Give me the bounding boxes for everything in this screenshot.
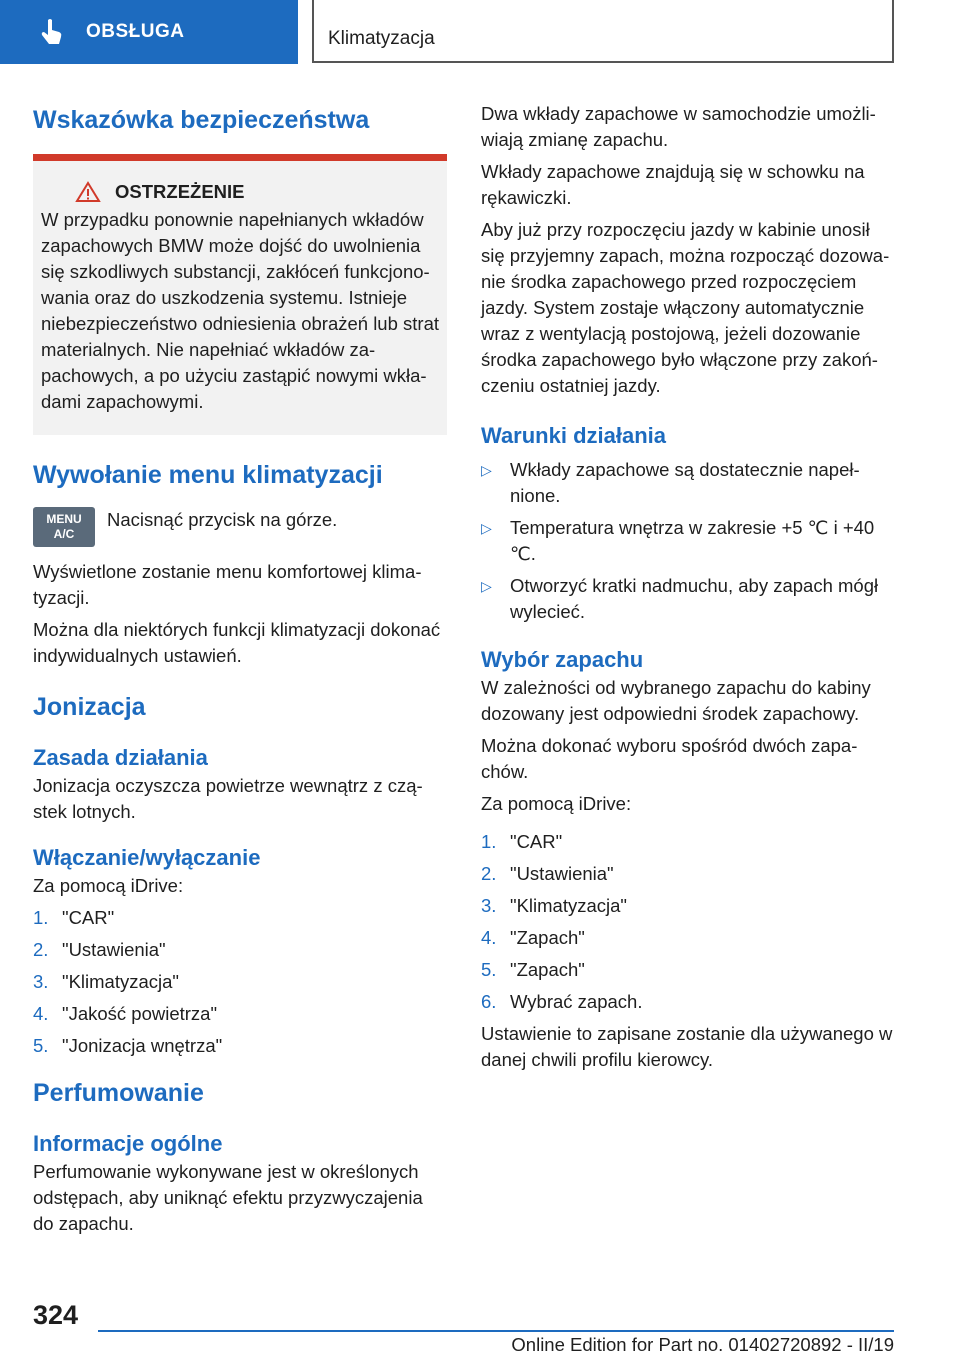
list-item: 6. Wybrać zapach. — [481, 991, 643, 1012]
perfume-general-heading: Informacje ogólne — [33, 1131, 223, 1156]
right-paragraph-3: Aby już przy rozpoczęciu jazdy w kabinie unosił się przyjemny zapach, można rozpocząć dozowanie środka zapachowego przed rozpoczęciem jazdy. System zostaje włączony automatycznie wraz z wentylacją postojową, jeżeli dozowanie środka zapachowego było włączone przy zakończeniu ostatniej jazdy. — [481, 219, 890, 396]
ion-idrive-text: Za pomocą iDrive: — [33, 875, 184, 896]
safety-heading: Wskazówka bezpieczeństwa — [33, 106, 370, 134]
warning-title-text: OSTRZEŻENIE — [115, 181, 245, 202]
ion-principle-heading: Zasada działania — [33, 745, 208, 770]
list-item: 5. "Jonizacja wnętrza" — [33, 1035, 223, 1056]
left-column — [33, 96, 447, 1237]
list-item: 4. "Zapach" — [481, 927, 585, 948]
list-item: 3. "Klimatyzacja" — [33, 971, 179, 992]
warning-box — [33, 154, 447, 435]
perfume-heading: Perfumowanie — [33, 1079, 204, 1107]
conditions-list — [481, 457, 897, 625]
warning-text: W przypadku ponownie napełnianych wkładów zapachowych BMW może dojść do uwolnienia się szkodliwych substancji, zakłóceń funkcjonowania oraz do uszkodzenia systemu. Istnieje niebezpieczeństwo odniesienia obrażeń lub strat materialnych. Nie napełniać wkładów zapachowych, a po użyciu zastąpić nowymi wkładami zapachowymi. — [41, 209, 440, 412]
bullet-triangle-icon: ▷ — [481, 520, 492, 536]
right-column — [481, 96, 897, 1073]
scent-choice-p4: Ustawienie to zapisane zostanie dla używanego w danej chwili profilu kierowcy. — [481, 1023, 893, 1070]
list-item: 1. "CAR" — [481, 831, 563, 852]
scent-choice-p1: W zależności od wybranego zapachu do kabiny dozowany jest odpowiedni środek zapachowy. — [481, 677, 871, 724]
section-tab[interactable] — [0, 0, 298, 64]
right-paragraph-1: Dwa wkłady zapachowe w samochodzie umożliwiają zmianę zapachu. — [481, 103, 876, 150]
list-item: 4. "Jakość powietrza" — [33, 1003, 218, 1024]
scent-choice-p3: Za pomocą iDrive: — [481, 793, 632, 814]
bullet-triangle-icon: ▷ — [481, 462, 492, 478]
section-label: OBSŁUGA — [86, 21, 185, 42]
ion-toggle-heading: Włączanie/wyłączanie — [33, 845, 261, 870]
footer-divider — [98, 1330, 894, 1332]
bullet-triangle-icon: ▷ — [481, 578, 492, 594]
list-item: 3. "Klimatyzacja" — [481, 895, 627, 916]
list-item: ▷ Wkłady zapachowe są dostatecznie napełnione. — [481, 457, 897, 509]
perfume-general-text: Perfumowanie wykonywane jest w określonych odstępach, aby uniknąć efektu przyzwyczajenia do zapachu. — [33, 1161, 423, 1234]
list-item: ▷ Temperatura wnętrza w zakresie +5 ℃ i +40 ℃. — [481, 515, 897, 567]
scent-choice-p2: Można dokonać wyboru spośród dwóch zapachów. — [481, 735, 858, 782]
scent-choice-heading: Wybór zapachu — [481, 647, 644, 672]
scent-steps — [481, 829, 897, 1015]
list-item: 5. "Zapach" — [481, 959, 585, 980]
menu-heading: Wywołanie menu klimatyzacji — [33, 461, 383, 489]
warning-title — [75, 181, 439, 203]
menu-paragraph-1: Wyświetlone zostanie menu komfortowej klimatyzacji. — [33, 561, 422, 608]
edition-text: Online Edition for Part no. 01402720892 - II/19 — [511, 1334, 894, 1355]
right-paragraph-2: Wkłady zapachowe znajdują się w schowku na rękawiczki. — [481, 161, 865, 208]
list-item: 2. "Ustawienia" — [481, 863, 614, 884]
warning-triangle-icon — [75, 181, 101, 203]
menu-paragraph-2: Można dla niektórych funkcji klimatyzacji dokonać indywidualnych ustawień. — [33, 619, 441, 666]
conditions-heading: Warunki działania — [481, 423, 667, 448]
menu-ac-button[interactable] — [33, 507, 95, 547]
list-item: 1. "CAR" — [33, 907, 115, 928]
list-item: 2. "Ustawienia" — [33, 939, 166, 960]
breadcrumb-label: Klimatyzacja — [328, 28, 435, 49]
menu-instruction — [33, 507, 447, 547]
menu-text: Nacisnąć przycisk na górze. — [107, 509, 338, 530]
ion-steps — [33, 905, 447, 1059]
page-number: 324 — [33, 1300, 79, 1330]
menu-button-line2: A/C — [53, 527, 75, 541]
ion-principle-text: Jonizacja oczyszcza powietrze wewnątrz z cząstek lotnych. — [33, 775, 423, 822]
menu-button-line1: MENU — [46, 512, 82, 526]
breadcrumb — [312, 0, 894, 63]
list-item: ▷ Otworzyć kratki nadmuchu, aby zapach mógł wylecieć. — [481, 573, 897, 625]
ion-heading: Jonizacja — [33, 693, 146, 721]
hand-pointer-icon — [40, 18, 64, 46]
